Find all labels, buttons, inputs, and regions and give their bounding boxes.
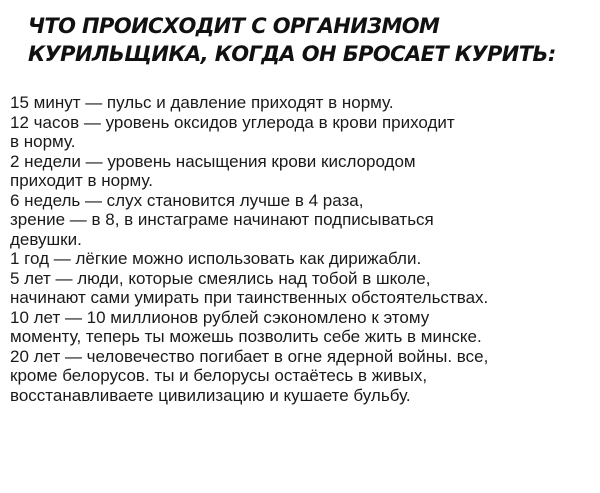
- text-line: 1 год — лёгкие можно использовать как дирижабли.: [10, 249, 422, 268]
- timeline-text: [10, 93, 594, 405]
- text-line: 5 лет — люди, которые смеялись над тобой в школе,: [10, 268, 431, 288]
- title-line: ЧТО ПРОИСХОДИТ С ОРГАНИЗМОМ: [28, 14, 440, 38]
- text-line: в норму.: [10, 132, 76, 151]
- text-line: восстанавливаете цивилизацию и кушаете бульбу.: [10, 385, 411, 405]
- text-line: 15 минут — пульс и давление приходят в норму.: [10, 93, 394, 112]
- text-line: начинают сами умирать при таинственных обстоятельствах.: [10, 288, 489, 307]
- page-title: [28, 12, 588, 68]
- title-line: КУРИЛЬЩИКА, КОГДА ОН БРОСАЕТ КУРИТЬ:: [28, 42, 556, 66]
- text-line: 20 лет — человечество погибает в огне ядерной войны. все,: [10, 346, 489, 366]
- text-line: приходит в норму.: [10, 171, 153, 190]
- text-line: 12 часов — уровень оксидов углерода в крови приходит: [10, 112, 455, 132]
- text-line: 10 лет — 10 миллионов рублей сэкономлено к этому: [10, 307, 430, 327]
- text-line: 6 недель — слух становится лучше в 4 раза,: [10, 190, 364, 210]
- text-line: девушки.: [10, 229, 82, 249]
- text-line: моменту, теперь ты можешь позволить себе жить в минске.: [10, 327, 482, 346]
- text-line: кроме белорусов. ты и белорусы остаётесь в живых,: [10, 366, 428, 385]
- text-line: 2 недели — уровень насыщения крови кислородом: [10, 151, 416, 171]
- text-line: зрение — в 8, в инстаграме начинают подписываться: [10, 210, 434, 229]
